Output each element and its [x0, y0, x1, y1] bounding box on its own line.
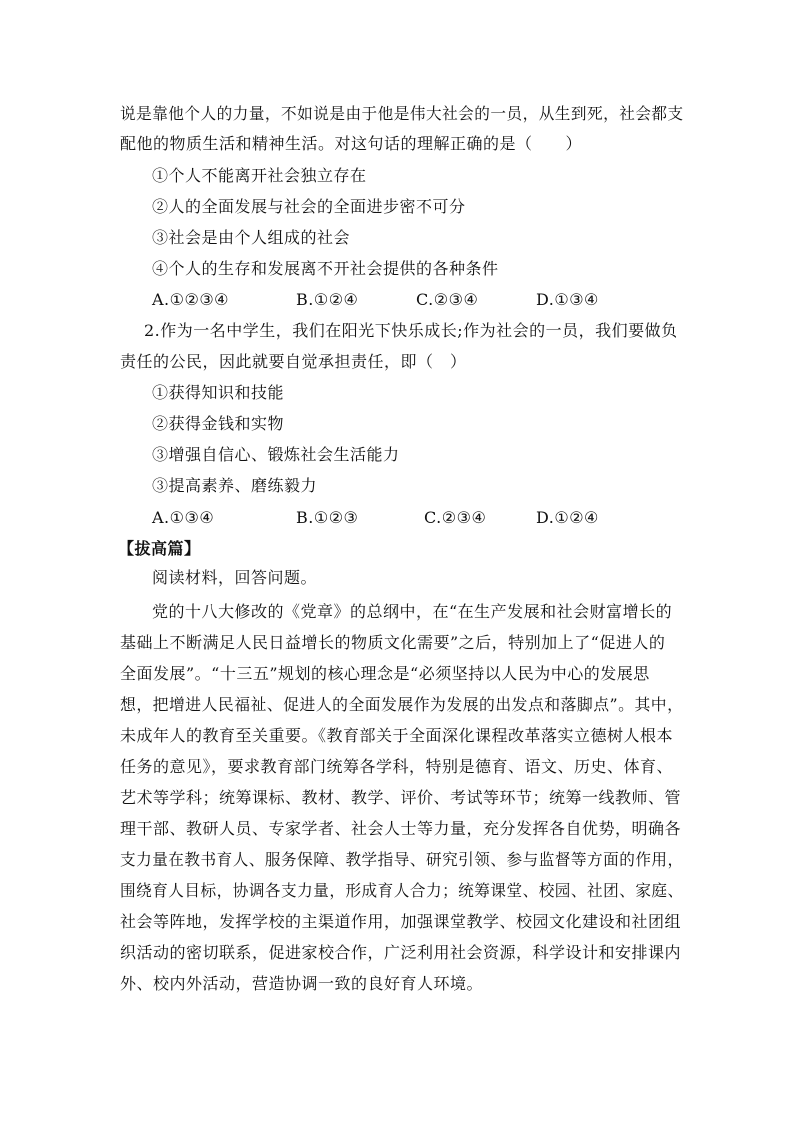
passage-line: 艺术等学科；统筹课标、教材、教学、评价、考试等环节；统筹一线教师、管 [120, 788, 682, 807]
q1-option-d: D.①③④ [536, 290, 599, 309]
q1-option-b: B.①②④ [296, 290, 359, 309]
q2-statement: ③增强自信心、锻炼社会生活能力 [152, 445, 400, 464]
passage-line: 围绕育人目标，协调各支力量，形成育人合力；统筹课堂、校园、社团、家庭、 [120, 881, 684, 900]
passage-line: 外、校内外活动，营造协调一致的良好育人环境。 [120, 974, 484, 993]
passage-line: 社会等阵地，发挥学校的主渠道作用，加强课堂教学、校园文化建设和社团组 [120, 912, 682, 931]
q2-statement: ③提高素养、磨练毅力 [152, 476, 318, 495]
q2-statement: ②获得金钱和实物 [152, 414, 285, 433]
passage-line: 任务的意见》，要求教育部门统筹各学科，特别是德育、语文、历史、体育、 [120, 757, 674, 776]
section-instruction: 阅读材料，回答问题。 [152, 568, 318, 587]
q2-stem-line-1: 2.作为一名中学生，我们在阳光下快乐成长;作为社会的一员，我们要做负 [144, 321, 678, 340]
q2-stem-line-2: 责任的公民，因此就要自觉承担责任，即（ ） [120, 352, 467, 371]
q2-options [0, 508, 794, 528]
passage-line: 支力量在教书育人、服务保障、教学指导、研究引领、参与监督等方面的作用， [120, 850, 684, 869]
passage-line: 全面发展”。“十三五”规划的核心理念是“必须坚持以人民为中心的发展思 [120, 664, 650, 683]
passage-line: 想，把增进人民福祉、促进人的全面发展作为发展的出发点和落脚点”。其中， [120, 695, 684, 714]
section-heading: 【拔高篇】 [118, 539, 201, 558]
q1-statement: ③社会是由个人组成的社会 [152, 228, 351, 247]
q2-option-b: B.①②③ [296, 508, 359, 527]
passage-line: 基础上不断满足人民日益增长的物质文化需要”之后，特别加上了“促进人的 [120, 633, 666, 652]
q1-option-c: C.②③④ [416, 290, 479, 309]
passage-line: 织活动的密切联系，促进家校合作，广泛利用社会资源，科学设计和安排课内 [120, 943, 682, 962]
q1-stem-line-1: 说是靠他个人的力量，不如说是由于他是伟大社会的一员，从生到死，社会都支 [120, 104, 684, 123]
passage-line: 党的十八大修改的《党章》的总纲中，在“在生产发展和社会财富增长的 [152, 602, 673, 621]
q2-option-c: C.②③④ [424, 508, 487, 527]
q1-option-a: A.①②③④ [152, 290, 230, 309]
q1-stem-line-2: 配他的物质生活和精神生活。对这句话的理解正确的是（ ） [120, 134, 583, 153]
q1-options [0, 290, 794, 310]
passage-line: 未成年人的教育至关重要。《教育部关于全面深化课程改革落实立德树人根本 [120, 726, 674, 745]
q1-statement: ①个人不能离开社会独立存在 [152, 166, 367, 185]
q1-statement: ④个人的生存和发展离不开社会提供的各种条件 [152, 259, 499, 278]
q2-statement: ①获得知识和技能 [152, 383, 285, 402]
q2-option-a: A.①③④ [152, 508, 215, 527]
passage-line: 理干部、教研人员、专家学者、社会人士等力量，充分发挥各自优势，明确各 [120, 819, 682, 838]
q1-statement: ②人的全面发展与社会的全面进步密不可分 [152, 197, 466, 216]
q2-option-d: D.①②④ [536, 508, 599, 527]
